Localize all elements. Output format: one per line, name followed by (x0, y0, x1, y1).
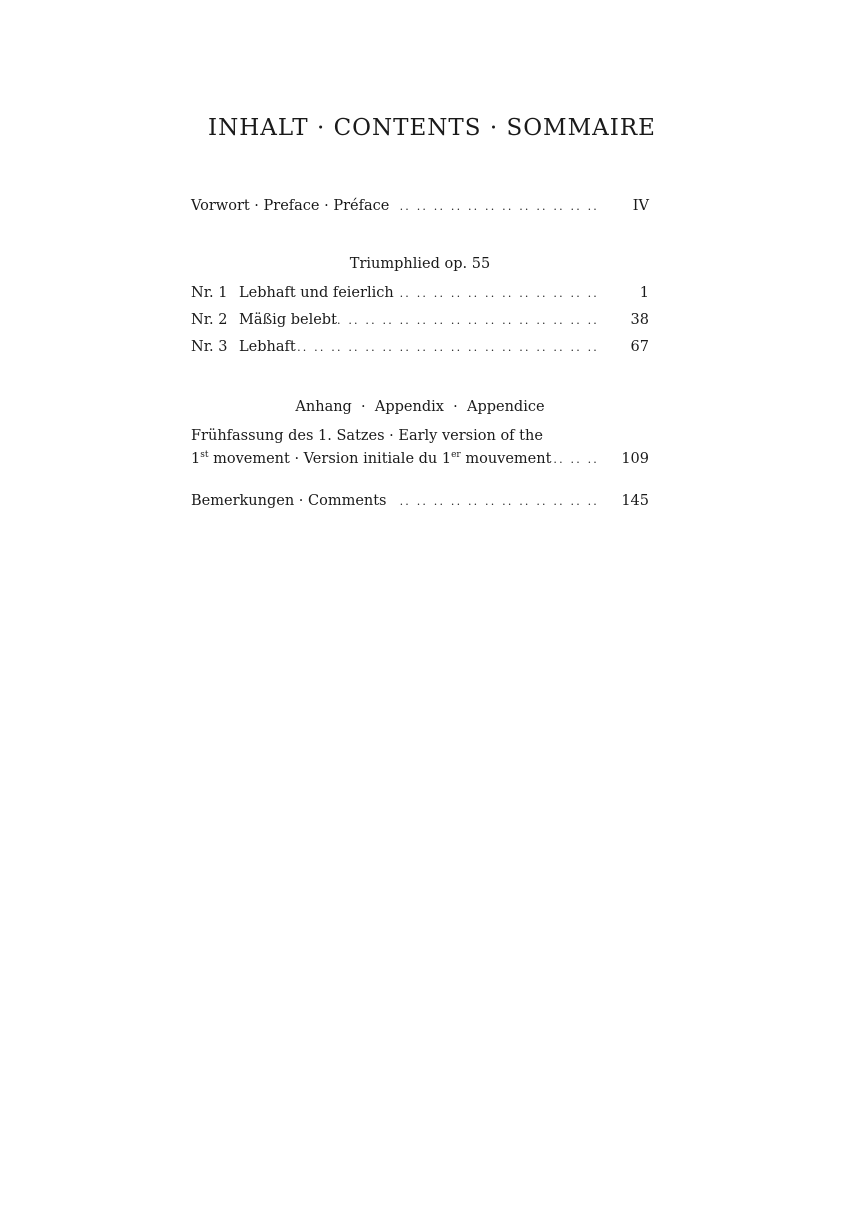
leader-dots: .. .. .. .. .. .. .. .. .. .. .. .. (399, 495, 599, 508)
entry-number: Nr. 1 (191, 285, 228, 301)
entry-label: Vorwort · Preface · Préface (191, 195, 393, 218)
toc-entry[interactable] (191, 309, 649, 332)
entry-label-wrap (191, 309, 341, 332)
ordinal-suffix: er (451, 450, 461, 460)
entry-text: mouvement (460, 451, 552, 467)
entry-title: Mäßig belebt (239, 312, 337, 328)
ordinal-number: 1 (191, 451, 201, 467)
entry-title: Lebhaft und feierlich (239, 285, 394, 301)
page-title: INHALT · CONTENTS · SOMMAIRE (208, 115, 656, 141)
page-number: IV (632, 198, 649, 214)
leader-dots: .. .. .. .. .. .. .. .. .. .. .. .. (399, 200, 599, 213)
toc-entry[interactable] (191, 336, 649, 359)
entry-label-wrap (191, 282, 398, 305)
entry-title: Lebhaft (239, 339, 296, 355)
toc-entry[interactable] (191, 282, 649, 305)
leader-dots: .. .. .. .. .. .. .. .. .. .. .. .. .. .. .. .. (331, 314, 599, 327)
toc-entry-comments[interactable] (191, 490, 649, 513)
leader-dots: .. .. .. .. .. .. .. .. .. .. .. .. .. .. .. .. .. .. (297, 341, 599, 354)
toc-appendix-section (191, 396, 649, 471)
toc-preface-block (191, 195, 649, 218)
toc-comments-block (191, 490, 649, 513)
ordinal-suffix: st (200, 450, 209, 460)
entry-label: Bemerkungen · Comments (191, 490, 391, 513)
page-number: 38 (630, 312, 649, 328)
toc-entry-early-version[interactable] (191, 448, 649, 471)
section-heading: Anhang · Appendix · Appendice (295, 399, 545, 415)
section-heading: Triumphlied op. 55 (349, 256, 491, 272)
toc-triumphlied-section (191, 253, 649, 359)
entry-title-line2 (191, 448, 555, 471)
entry-text: movement · Version initiale du 1 (208, 451, 452, 467)
page-number: 67 (630, 339, 649, 355)
entry-title-line1: Frühfassung des 1. Satzes · Early version of the (191, 428, 543, 444)
entry-label-wrap (191, 336, 300, 359)
entry-number: Nr. 3 (191, 339, 228, 355)
leader-dots: .. .. .. (553, 453, 599, 466)
page-number: 109 (621, 451, 649, 467)
entry-number: Nr. 2 (191, 312, 228, 328)
leader-dots: .. .. .. .. .. .. .. .. .. .. .. .. (399, 287, 599, 300)
page-number: 1 (639, 285, 649, 301)
page-number: 145 (621, 493, 649, 509)
toc-entry-preface[interactable] (191, 195, 649, 218)
